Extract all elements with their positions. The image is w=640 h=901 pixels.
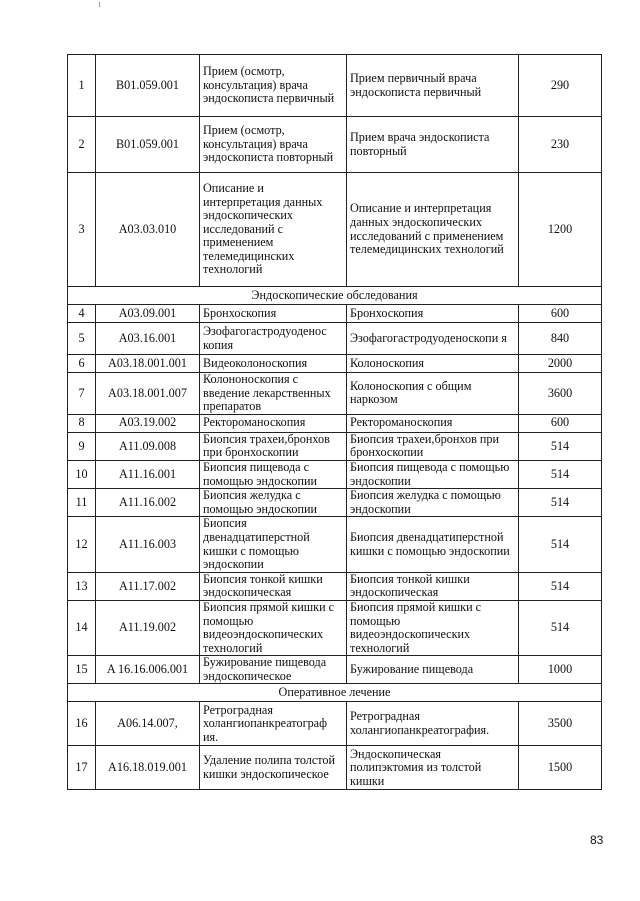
service-price: 514 xyxy=(519,572,602,600)
row-number: 16 xyxy=(68,702,96,746)
table-row xyxy=(68,373,602,415)
service-code: A11.17.002 xyxy=(96,572,200,600)
table-row xyxy=(68,414,602,432)
row-number: 8 xyxy=(68,414,96,432)
row-number: 13 xyxy=(68,572,96,600)
service-price: 3600 xyxy=(519,373,602,415)
service-code: A03.16.001 xyxy=(96,323,200,355)
price-table xyxy=(67,54,602,790)
service-name-by-code: Биопсия пищевода с помощью эндоскопии xyxy=(200,460,347,488)
service-code: A03.19.002 xyxy=(96,414,200,432)
row-number: 7 xyxy=(68,373,96,415)
service-name: Биопсия желудка с помощью эндоскопии xyxy=(347,489,519,517)
service-name: Прием первичный врача эндоскописта первичный xyxy=(347,55,519,117)
service-name-by-code: Биопсия желудка с помощью эндоскопии xyxy=(200,489,347,517)
service-name-by-code: Ректороманоскопия xyxy=(200,414,347,432)
service-price: 230 xyxy=(519,117,602,173)
table-row xyxy=(68,432,602,460)
table-row xyxy=(68,656,602,684)
section-title: Эндоскопические обследования xyxy=(68,287,602,305)
service-name-by-code: Колононоскопия с введение лекарственных препаратов xyxy=(200,373,347,415)
service-name: Ректороманоскопия xyxy=(347,414,519,432)
service-name: Бронхоскопия xyxy=(347,305,519,323)
service-price: 1500 xyxy=(519,746,602,790)
service-name-by-code: Биопсия двенадцатиперстной кишки с помощью эндоскопии xyxy=(200,517,347,572)
service-code: A03.18.001.007 xyxy=(96,373,200,415)
service-code: A11.09.008 xyxy=(96,432,200,460)
service-code: A11.16.001 xyxy=(96,460,200,488)
service-name-by-code: Биопсия трахеи,бронхов при бронхоскопии xyxy=(200,432,347,460)
service-name: Эзофагогастродуоденоскопи я xyxy=(347,323,519,355)
row-number: 4 xyxy=(68,305,96,323)
service-name: Ретроградная холангиопанкреатография. xyxy=(347,702,519,746)
service-name: Биопсия двенадцатиперстной кишки с помощью эндоскопии xyxy=(347,517,519,572)
section-row xyxy=(68,684,602,702)
service-name: Бужирование пищевода xyxy=(347,656,519,684)
table-row xyxy=(68,600,602,655)
service-code: A16.18.019.001 xyxy=(96,746,200,790)
service-name: Биопсия прямой кишки с помощью видеоэндоскопических технологий xyxy=(347,600,519,655)
table-row xyxy=(68,323,602,355)
table-row xyxy=(68,355,602,373)
service-name-by-code: Эзофагогастродуоденос копия xyxy=(200,323,347,355)
service-name: Биопсия пищевода с помощью эндоскопии xyxy=(347,460,519,488)
service-price: 514 xyxy=(519,489,602,517)
row-number: 6 xyxy=(68,355,96,373)
service-code: B01.059.001 xyxy=(96,55,200,117)
row-number: 11 xyxy=(68,489,96,517)
service-name-by-code: Биопсия прямой кишки с помощью видеоэндоскопических технологий xyxy=(200,600,347,655)
service-name: Эндоскопическая полипэктомия из толстой кишки xyxy=(347,746,519,790)
service-price: 514 xyxy=(519,432,602,460)
table-row xyxy=(68,572,602,600)
service-name-by-code: Ретроградная холангиопанкреатограф ия. xyxy=(200,702,347,746)
row-number: 9 xyxy=(68,432,96,460)
service-code: A03.18.001.001 xyxy=(96,355,200,373)
scan-speck xyxy=(99,2,100,7)
row-number: 12 xyxy=(68,517,96,572)
table-row xyxy=(68,173,602,287)
table-row xyxy=(68,55,602,117)
service-name: Описание и интерпретация данных эндоскопических исследований с применением телемедицинских технологий xyxy=(347,173,519,287)
service-code: A11.16.002 xyxy=(96,489,200,517)
service-price: 840 xyxy=(519,323,602,355)
service-price: 514 xyxy=(519,460,602,488)
row-number: 3 xyxy=(68,173,96,287)
service-code: A11.19.002 xyxy=(96,600,200,655)
service-name-by-code: Описание и интерпретация данных эндоскопических исследований с применением телемедицинских технологий xyxy=(200,173,347,287)
table-row xyxy=(68,702,602,746)
table-row xyxy=(68,746,602,790)
service-price: 1200 xyxy=(519,173,602,287)
service-name-by-code: Видеоколоноскопия xyxy=(200,355,347,373)
service-code: A 16.16.006.001 xyxy=(96,656,200,684)
service-name: Колоноскопия xyxy=(347,355,519,373)
service-price: 600 xyxy=(519,305,602,323)
row-number: 17 xyxy=(68,746,96,790)
service-name-by-code: Бужирование пищевода эндоскопическое xyxy=(200,656,347,684)
table-row xyxy=(68,305,602,323)
table-row xyxy=(68,489,602,517)
service-name-by-code: Биопсия тонкой кишки эндоскопическая xyxy=(200,572,347,600)
service-code: A03.09.001 xyxy=(96,305,200,323)
service-name: Биопсия тонкой кишки эндоскопическая xyxy=(347,572,519,600)
service-code: A06.14.007, xyxy=(96,702,200,746)
page-number: 83 xyxy=(590,833,604,847)
row-number: 14 xyxy=(68,600,96,655)
table-row xyxy=(68,117,602,173)
service-name: Прием врача эндоскописта повторный xyxy=(347,117,519,173)
service-price: 3500 xyxy=(519,702,602,746)
service-price: 1000 xyxy=(519,656,602,684)
table-row xyxy=(68,460,602,488)
service-name-by-code: Бронхоскопия xyxy=(200,305,347,323)
service-name-by-code: Удаление полипа толстой кишки эндоскопическое xyxy=(200,746,347,790)
row-number: 10 xyxy=(68,460,96,488)
row-number: 15 xyxy=(68,656,96,684)
service-price: 290 xyxy=(519,55,602,117)
table-row xyxy=(68,517,602,572)
service-name: Биопсия трахеи,бронхов при бронхоскопии xyxy=(347,432,519,460)
service-price: 600 xyxy=(519,414,602,432)
service-price: 514 xyxy=(519,517,602,572)
row-number: 1 xyxy=(68,55,96,117)
row-number: 5 xyxy=(68,323,96,355)
service-name-by-code: Прием (осмотр, консультация) врача эндоскописта повторный xyxy=(200,117,347,173)
row-number: 2 xyxy=(68,117,96,173)
service-name: Колоноскопия с общим наркозом xyxy=(347,373,519,415)
section-row xyxy=(68,287,602,305)
service-code: B01.059.001 xyxy=(96,117,200,173)
service-name-by-code: Прием (осмотр, консультация) врача эндоскописта первичный xyxy=(200,55,347,117)
service-code: A03.03.010 xyxy=(96,173,200,287)
service-price: 514 xyxy=(519,600,602,655)
price-table-body xyxy=(68,55,602,790)
service-price: 2000 xyxy=(519,355,602,373)
section-title: Оперативное лечение xyxy=(68,684,602,702)
service-code: A11.16.003 xyxy=(96,517,200,572)
